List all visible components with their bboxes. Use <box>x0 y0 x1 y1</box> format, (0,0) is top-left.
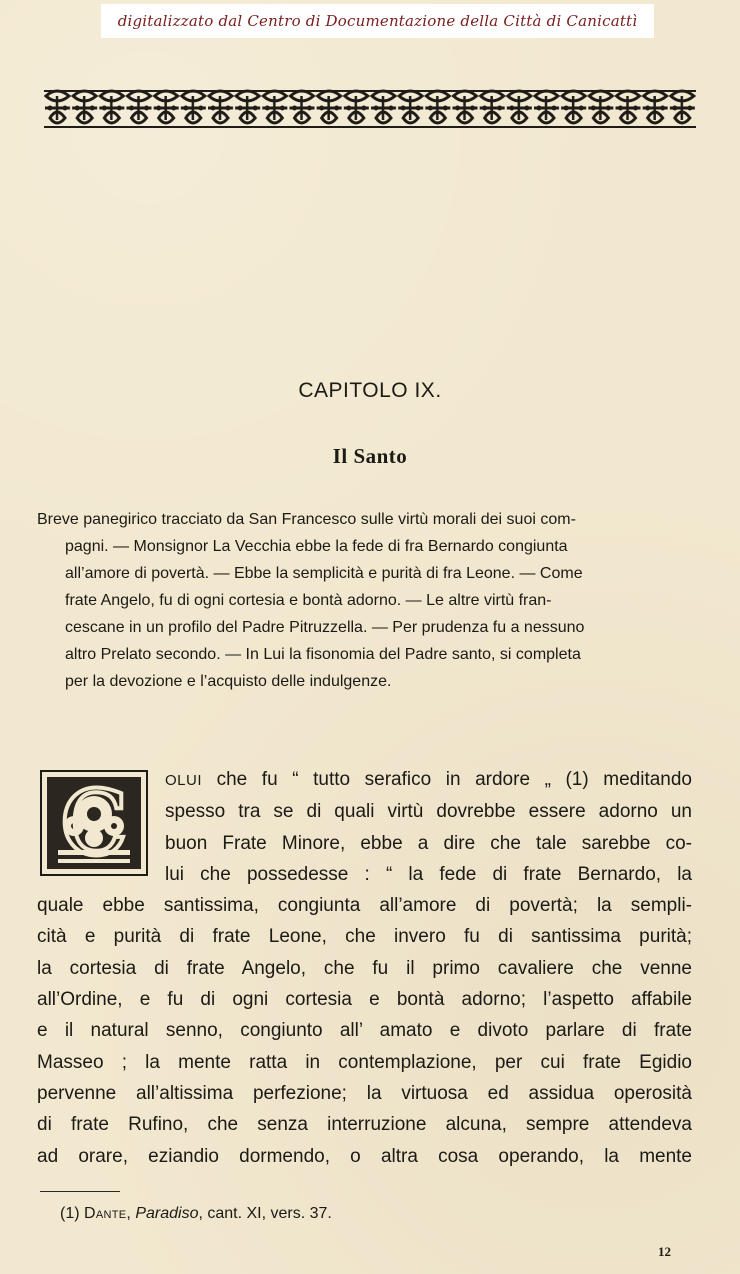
body-line: di frate Rufino, che senza interruzione alcuna, sempre attendeva <box>37 1114 692 1136</box>
summary-line: per la devozione e l’acquisto delle indulgenze. <box>65 673 392 690</box>
body-line: lui che possedesse : “ la fede di frate Bernardo, la <box>165 863 692 885</box>
page-number: 12 <box>658 1244 671 1259</box>
body-line: buon Frate Minore, ebbe a dire che tale sarebbe co- <box>165 832 692 854</box>
section-title: Il Santo <box>332 444 408 468</box>
body-line: e il natural senno, congiunto all’ amato e divoto parlare di frate <box>37 1020 692 1042</box>
watermark-text: digitalizzato dal Centro di Documentazione della Città di Canicattì <box>117 12 638 30</box>
footnote-separator: , <box>126 1205 131 1222</box>
body-line: Masseo ; la mente ratta in contemplazione, per cui frate Egidio <box>37 1051 692 1073</box>
first-word-rest: OLUI <box>165 772 203 789</box>
body-line: all’Ordine, e fu di ogni cortesia e bontà adorno; l’aspetto affabile <box>37 989 692 1011</box>
summary-line: pagni. — Monsignor La Vecchia ebbe la fede di fra Bernardo congiunta <box>65 538 568 555</box>
body-line: spesso tra se di quali virtù dovrebbe essere adorno un <box>165 801 692 823</box>
footnote-work: Paradiso <box>135 1205 199 1222</box>
footnote-reference: , cant. XI, vers. 37. <box>198 1205 332 1222</box>
summary-line: all’amore di povertà. — Ebbe la semplicità e purità di fra Leone. — Come <box>65 565 583 582</box>
body-line: la cortesia di frate Angelo, che fu il primo cavaliere che venne <box>37 957 692 979</box>
watermark-banner <box>101 4 654 38</box>
body-line-text: che fu “ tutto serafico in ardore „ (1) meditando <box>202 769 692 790</box>
chapter-title: CAPITOLO IX. <box>298 379 442 402</box>
body-line: cità e purità di frate Leone, che invero fu di santissima purità; <box>37 926 692 948</box>
footnote-marker: (1) <box>60 1205 80 1222</box>
summary-line: cescane in un profilo del Padre Pitruzzella. — Per prudenza fu a nessuno <box>65 619 585 636</box>
footnote-divider <box>40 1191 120 1192</box>
summary-line: altro Prelato secondo. — In Lui la fisonomia del Padre santo, si completa <box>65 646 581 663</box>
footnote <box>60 1205 332 1223</box>
footnote-author: Dante <box>84 1205 127 1222</box>
chapter-summary <box>37 506 695 695</box>
body-line: ad orare, eziandio dormendo, o altra cosa operando, la mente <box>37 1145 692 1167</box>
drop-cap-letter: C <box>59 771 129 876</box>
summary-line: frate Angelo, fu di ogni cortesia e bontà adorno. — Le altre virtù fran- <box>65 592 552 609</box>
body-line: quale ebbe santissima, congiunta all’amore di povertà; la sempli- <box>37 895 692 917</box>
body-text <box>37 764 692 1172</box>
summary-line: Breve panegirico tracciato da San Francesco sulle virtù morali dei suoi com- <box>37 511 576 528</box>
body-line <box>37 764 692 796</box>
body-line: pervenne all’altissima perfezione; la virtuosa ed assidua operosità <box>37 1082 692 1104</box>
decorative-border <box>44 88 696 130</box>
